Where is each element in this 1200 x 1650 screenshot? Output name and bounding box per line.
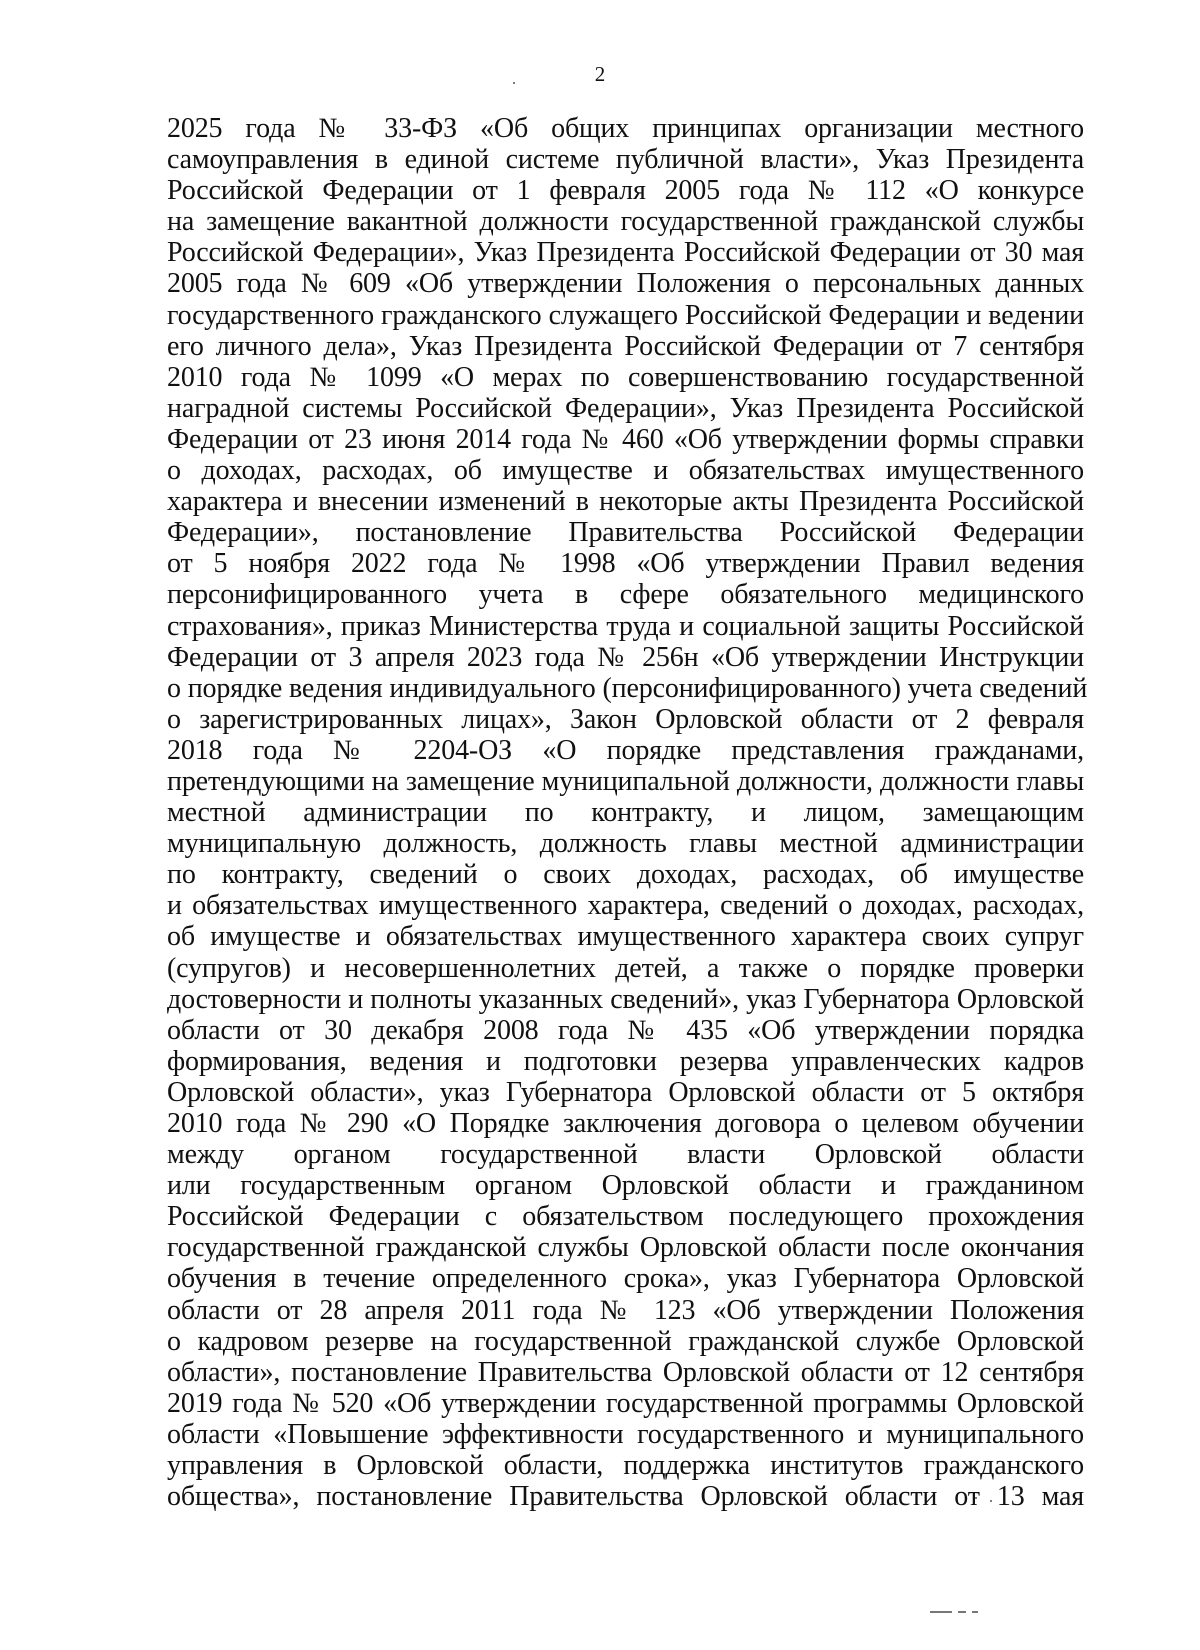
- text-line: государственного гражданского служащего Российской Федерации и ведении: [167, 299, 1084, 331]
- text-line: 2010 года № 290 «О Порядке заключения договора о целевом обучении: [167, 1108, 1084, 1139]
- text-line: области от 28 апреля 2011 года № 123 «Об утверждении Положения: [167, 1294, 1084, 1326]
- text-line: о доходах, расходах, об имуществе и обязательствах имущественного: [167, 455, 1084, 487]
- text-line: Федерации от 23 июня 2014 года № 460 «Об утверждении формы справки: [167, 423, 1084, 455]
- text-line: области от 30 декабря 2008 года № 435 «Об утверждении порядка: [167, 1014, 1084, 1046]
- text-line: персонифицированного учета в сфере обязательного медицинского: [167, 579, 1084, 611]
- text-line: о зарегистрированных лицах», Закон Орловской области от 2 февраля: [167, 703, 1084, 735]
- scan-mark: [930, 1611, 952, 1613]
- document-body-text: [167, 113, 1088, 1513]
- text-line: о кадровом резерве на государственной гражданской службе Орловской: [167, 1325, 1084, 1357]
- text-line: Российской Федерации», Указ Президента Российской Федерации от 30 мая: [167, 237, 1084, 269]
- text-line: общества», постановление Правительства Орловской области от 13 мая: [167, 1481, 1084, 1513]
- text-line: на замещение вакантной должности государственной гражданской службы: [167, 206, 1084, 238]
- text-line: о порядке ведения индивидуального (персонифицированного) учета сведений: [167, 672, 1088, 704]
- text-line: области «Повышение эффективности государственного и муниципального: [167, 1418, 1084, 1450]
- text-line: государственной гражданской службы Орловской области после окончания: [167, 1232, 1084, 1264]
- scan-speck: [513, 82, 515, 84]
- text-line: формирования, ведения и подготовки резерва управленческих кадров: [167, 1045, 1084, 1077]
- scan-mark: [972, 1611, 978, 1613]
- text-line: характера и внесении изменений в некоторые акты Президента Российской: [167, 486, 1084, 518]
- text-line: 2019 года № 520 «Об утверждении государственной программы Орловской: [167, 1387, 1084, 1419]
- text-line: Российской Федерации с обязательством последующего прохождения: [167, 1201, 1084, 1233]
- text-line: от 5 ноября 2022 года № 1998 «Об утверждении Правил ведения: [167, 548, 1084, 580]
- text-line: управления в Орловской области, поддержка институтов гражданского: [167, 1450, 1084, 1482]
- text-line: Федерации», постановление Правительства Российской Федерации: [167, 517, 1084, 549]
- text-line: 2018 года № 2204-ОЗ «О порядке представления гражданами,: [167, 734, 1084, 766]
- text-line: 2005 года № 609 «Об утверждении Положения о персональных данных: [167, 268, 1084, 300]
- text-line: (супругов) и несовершеннолетних детей, а также о порядке проверки: [167, 952, 1084, 984]
- text-line: Орловской области», указ Губернатора Орловской области от 5 октября: [167, 1076, 1084, 1108]
- text-line: обучения в течение определенного срока», указ Губернатора Орловской: [167, 1263, 1084, 1295]
- text-line: 2025 года № 33-ФЗ «Об общих принципах организации местного: [167, 113, 1084, 144]
- text-line: наградной системы Российской Федерации», Указ Президента Российской: [167, 392, 1084, 424]
- text-line: его личного дела», Указ Президента Российской Федерации от 7 сентября: [167, 330, 1084, 362]
- text-line: достоверности и полноты указанных сведений», указ Губернатора Орловской: [167, 983, 1084, 1015]
- text-line: Российской Федерации от 1 февраля 2005 года № 112 «О конкурсе: [167, 175, 1084, 207]
- text-line: области», постановление Правительства Орловской области от 12 сентября: [167, 1356, 1084, 1388]
- scan-mark: [958, 1611, 966, 1613]
- text-line: между органом государственной власти Орловской области: [167, 1139, 1084, 1171]
- page-number: 2: [594, 62, 606, 86]
- text-line: или государственным органом Орловской области и гражданином: [167, 1170, 1084, 1202]
- text-line: претендующими на замещение муниципальной должности, должности главы: [167, 765, 1084, 797]
- text-line: об имуществе и обязательствах имущественного характера своих супруг: [167, 921, 1084, 953]
- text-line: и обязательствах имущественного характера, сведений о доходах, расходах,: [167, 890, 1084, 922]
- text-line: по контракту, сведений о своих доходах, расходах, об имуществе: [167, 859, 1084, 891]
- text-line: страхования», приказ Министерства труда и социальной защиты Российской: [167, 610, 1084, 642]
- text-line: муниципальную должность, должность главы местной администрации: [167, 828, 1084, 860]
- text-line: местной администрации по контракту, и лицом, замещающим: [167, 797, 1084, 829]
- text-line: самоуправления в единой системе публичной власти», Указ Президента: [167, 144, 1084, 176]
- text-line: 2010 года № 1099 «О мерах по совершенствованию государственной: [167, 361, 1084, 393]
- text-line: Федерации от 3 апреля 2023 года № 256н «Об утверждении Инструкции: [167, 641, 1084, 673]
